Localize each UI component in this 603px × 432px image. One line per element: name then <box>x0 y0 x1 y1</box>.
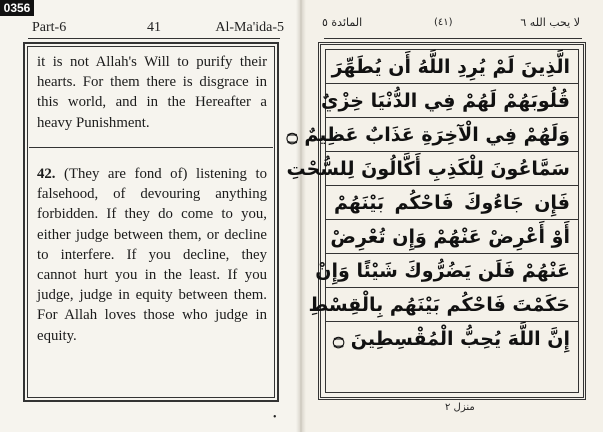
book-gutter <box>296 0 306 432</box>
arabic-header-divider <box>324 38 582 39</box>
arabic-line: قُلُوبَهُمْ لَهُمْ فِي الدُّنْيَا خِزْيٌ <box>326 84 578 118</box>
page-number: 41 <box>147 20 161 35</box>
translation-paragraph-1: it is not Allah's Will to purify their hearts. For them there is disgrace in this world, and in the Hereafter a heavy Punishment. <box>37 54 267 131</box>
arabic-text-lines <box>286 50 578 356</box>
paragraph-2-text: (They are fond of) listening to falsehood, of devouring anything forbidden. If they do come to you, either judge between them, or decline to interfere. If you decline, they cannot hurt you in the least. If you judge, judge in equity between them. For Allah loves those who judge in equity. <box>37 166 267 344</box>
right-page-header <box>320 16 582 36</box>
translation-paragraph-2 <box>37 164 267 346</box>
arabic-line: أَوْ أَعْرِضْ عَنْهُمْ وَإِن تُعْرِضْ <box>326 220 578 254</box>
arabic-line: وَلَهُمْ فِي الْآخِرَةِ عَذَابٌ عَظِيمٌ ۝ <box>326 118 578 152</box>
arabic-surah-label: المائدة ٥ <box>322 16 363 29</box>
verse-number: 42. <box>37 166 56 182</box>
left-page-header <box>24 18 284 36</box>
arabic-line: إِنَّ اللَّهَ يُحِبُّ الْمُقْسِطِينَ ۝ <box>333 328 570 350</box>
page-dot-mark: • <box>273 412 277 423</box>
arabic-line: الَّذِينَ لَمْ يُرِدِ اللَّهُ أَن يُطَهِّرَ <box>326 50 578 84</box>
arabic-line: فَإِن جَاءُوكَ فَاحْكُم بَيْنَهُمْ <box>326 186 578 220</box>
arabic-line: عَنْهُمْ فَلَن يَضُرُّوكَ شَيْئًا وَإِنْ <box>326 254 578 288</box>
arabic-line: سَمَّاعُونَ لِلْكَذِبِ أَكَّالُونَ لِلسُّحْتِ <box>326 152 578 186</box>
juz-label: لا يحب الله ٦ <box>520 16 580 29</box>
part-label: Part-6 <box>32 20 67 35</box>
surah-label: Al-Ma'ida-5 <box>215 20 284 35</box>
arabic-line: حَكَمْتَ فَاحْكُم بَيْنَهُم بِالْقِسْطِ <box>326 288 578 322</box>
paragraph-divider <box>29 147 273 148</box>
image-label-badge: 0356 <box>0 0 34 16</box>
header-divider <box>28 38 280 39</box>
arabic-footer: منزل ٢ <box>445 402 475 413</box>
arabic-page-number: (٤١) <box>434 17 453 28</box>
